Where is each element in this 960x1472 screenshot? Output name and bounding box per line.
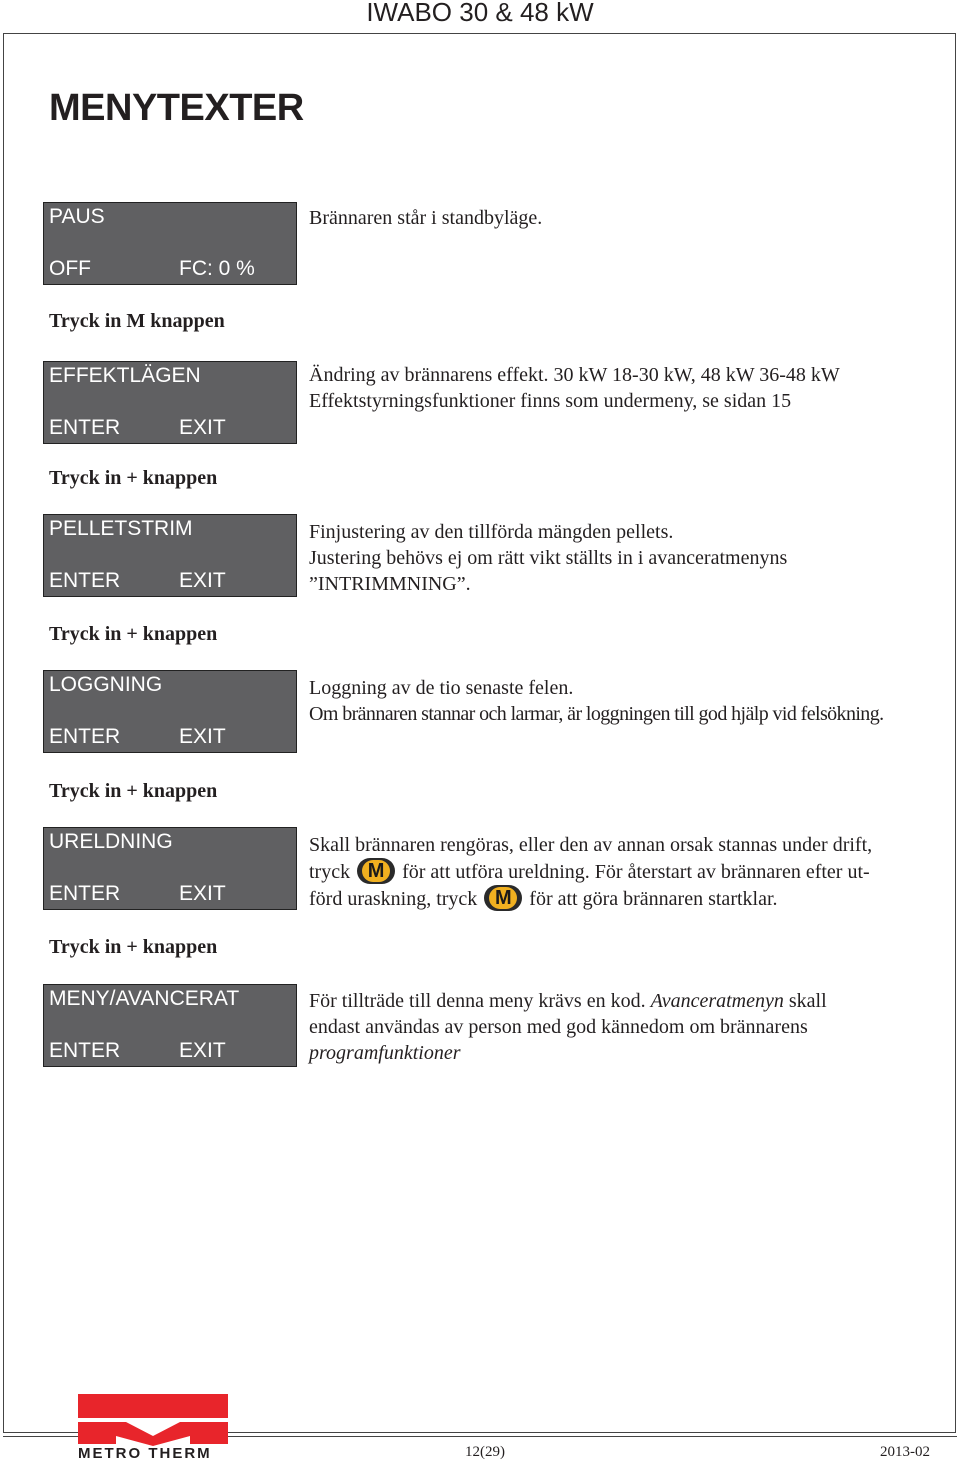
description-line: [309, 885, 934, 912]
page-number: 12(29): [465, 1444, 505, 1460]
description-line: Skall brännaren rengöras, eller den av annan orsak stannas under drift,: [309, 834, 873, 856]
description-text: skall: [788, 990, 827, 1012]
step-instruction: Tryck in + knappen: [49, 780, 218, 802]
description-line: Brännaren står i standbyläge.: [309, 207, 543, 229]
description-line: Effektstyrningsfunktioner finns som undermeny, se sidan 15: [309, 390, 792, 412]
description-meny-avancerat: [309, 988, 934, 1066]
display-line1: MENY/AVANCERAT: [49, 987, 240, 1010]
display-line1: PELLETSTRIM: [49, 517, 193, 540]
display-line2-right: EXIT: [179, 416, 226, 439]
description-line: Justering behövs ej om rätt vikt ställts in i avanceratmenyns: [309, 547, 788, 569]
description-pelletstrim: [309, 519, 934, 597]
description-text: förd uraskning, tryck: [309, 888, 478, 910]
description-line: [309, 988, 934, 1014]
description-line: Loggning av de tio senaste felen.: [309, 677, 574, 699]
display-pelletstrim: [43, 514, 297, 597]
description-italic: programfunktioner: [309, 1042, 461, 1064]
display-line2-right: EXIT: [179, 1039, 226, 1062]
description-text: för att göra brännaren startklar.: [529, 888, 778, 910]
description-line: Finjustering av den tillförda mängden pellets.: [309, 521, 674, 543]
step-instruction: Tryck in + knappen: [49, 936, 218, 958]
description-ureldning: [309, 832, 934, 912]
description-line: Ändring av brännarens effekt. 30 kW 18-30 kW, 48 kW 36-48 kW: [309, 364, 840, 386]
document-header: IWABO 30 & 48 kW: [366, 0, 594, 27]
description-text: för att utföra ureldning. För återstart av brännaren efter ut-: [402, 861, 870, 883]
display-line2-right: FC: 0 %: [179, 257, 255, 280]
step-instruction: Tryck in + knappen: [49, 623, 218, 645]
page-title: MENYTEXTER: [49, 87, 304, 129]
display-line2-left: ENTER: [49, 416, 121, 439]
logo-text: METRO THERM: [78, 1445, 212, 1462]
display-line2-right: EXIT: [179, 725, 226, 748]
description-paus: [309, 205, 934, 231]
m-button-icon: [357, 858, 395, 884]
metro-therm-logo: [78, 1392, 228, 1472]
m-button-label: M: [362, 860, 390, 882]
display-line1: URELDNING: [49, 830, 173, 853]
description-italic: Avanceratmenyn: [650, 990, 784, 1012]
description-line: [309, 1040, 934, 1066]
description-effektlagen: [309, 362, 934, 414]
display-line1: LOGGNING: [49, 673, 163, 696]
display-line1: EFFEKTLÄGEN: [49, 364, 201, 387]
display-ureldning: [43, 827, 297, 910]
step-instruction: Tryck in M knappen: [49, 310, 225, 332]
display-line2-left: ENTER: [49, 1039, 121, 1062]
description-line: ”INTRIMMNING”.: [309, 573, 471, 595]
description-line: Om brännaren stannar och larmar, är loggningen till god hjälp vid felsökning.: [309, 703, 884, 725]
m-button-label: M: [489, 887, 517, 909]
description-line: endast användas av person med god kännedom om brännarens: [309, 1016, 808, 1038]
description-loggning: [309, 675, 934, 727]
display-line2-right: EXIT: [179, 569, 226, 592]
display-line2-left: ENTER: [49, 725, 121, 748]
metro-therm-logo-mark: [78, 1392, 228, 1446]
display-line2-left: ENTER: [49, 882, 121, 905]
display-meny-avancerat: [43, 984, 297, 1067]
step-instruction: Tryck in + knappen: [49, 467, 218, 489]
display-line2-left: OFF: [49, 257, 91, 280]
display-line1: PAUS: [49, 205, 105, 228]
display-effektlagen: [43, 361, 297, 444]
m-button-icon: [484, 885, 522, 911]
document-date: 2013-02: [880, 1444, 930, 1460]
display-loggning: [43, 670, 297, 753]
display-line2-left: ENTER: [49, 569, 121, 592]
description-text: tryck: [309, 861, 351, 883]
display-line2-right: EXIT: [179, 882, 226, 905]
display-paus: [43, 202, 297, 285]
description-text: För tillträde till denna meny krävs en kod.: [309, 990, 646, 1012]
description-line: [309, 858, 934, 885]
